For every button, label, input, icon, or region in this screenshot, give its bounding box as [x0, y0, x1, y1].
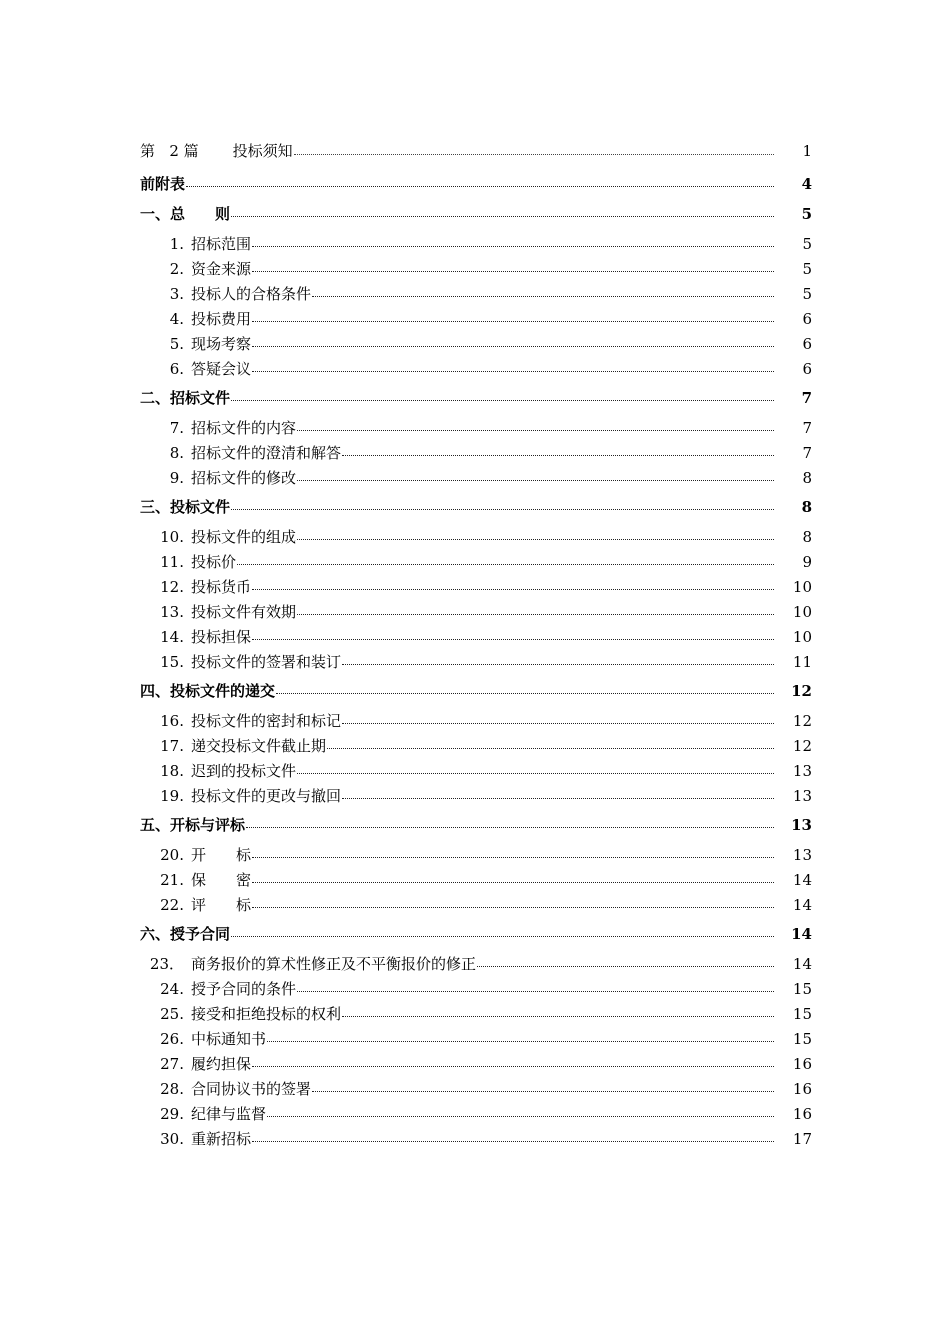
leader-dots: [231, 508, 774, 510]
toc-entry-label: 授予合同的条件: [191, 980, 297, 998]
toc-subsection-entry[interactable]: [140, 281, 812, 306]
toc-entry-number: 15.: [160, 652, 184, 671]
toc-subsection-entry[interactable]: [140, 465, 812, 490]
toc-page-number: 8: [801, 497, 812, 516]
toc-entry-label: 合同协议书的签署: [191, 1080, 312, 1098]
toc-entry-lead: [191, 467, 778, 488]
toc-entry-label: 履约担保: [191, 1055, 252, 1073]
toc-page-number: 15: [792, 979, 812, 998]
toc-page-number: 15: [792, 1029, 812, 1048]
toc-page-number: 9: [802, 552, 812, 571]
toc-section-entry[interactable]: [140, 171, 812, 196]
toc-page-number: 5: [802, 234, 812, 253]
leader-dots: [342, 1015, 774, 1017]
leader-dots: [276, 692, 774, 694]
toc-title-lead: [140, 140, 778, 161]
toc-entry-lead: [191, 1103, 778, 1124]
toc-subsection-entry[interactable]: [140, 331, 812, 356]
toc-page-number: 14: [792, 895, 812, 914]
toc-entry-label: 招标范围: [191, 235, 252, 253]
toc-page-number: 7: [802, 443, 812, 462]
toc-entry-label: 评 标: [191, 896, 252, 914]
toc-subsection-entry[interactable]: [140, 976, 812, 1001]
toc-entry-label: 保 密: [191, 871, 252, 889]
toc-entry-label: 纪律与监督: [191, 1105, 267, 1123]
toc-entry-lead: [191, 651, 778, 672]
toc-entry-label: 投标文件的签署和装订: [191, 653, 342, 671]
leader-dots: [252, 1065, 774, 1067]
toc-subsection-entry[interactable]: [140, 733, 812, 758]
leader-dots: [267, 1040, 774, 1042]
toc-entry-lead: [140, 680, 778, 701]
leader-dots: [252, 638, 774, 640]
toc-page-number: 8: [802, 468, 812, 487]
toc-entry-lead: [191, 442, 778, 463]
toc-subsection-entry[interactable]: [140, 256, 812, 281]
toc-entry-lead: [191, 1003, 778, 1024]
toc-entry-number: 16.: [160, 711, 184, 730]
toc-page-number: 13: [792, 761, 812, 780]
toc-title-prefix: 第: [140, 142, 156, 160]
leader-dots: [294, 153, 774, 155]
leader-dots: [252, 320, 774, 322]
toc-entry-number: 10.: [160, 527, 184, 546]
toc-page-number: 10: [792, 602, 812, 621]
toc-entry-number: 23．: [149, 955, 184, 973]
toc-subsection-entry[interactable]: [140, 524, 812, 549]
toc-entry-number: 19.: [160, 786, 184, 805]
toc-section-entry[interactable]: [140, 385, 812, 410]
toc-entry-number: 27.: [160, 1054, 184, 1073]
toc-entry-lead: [191, 233, 778, 254]
toc-entry-number: 1.: [169, 234, 184, 253]
toc-section-entry[interactable]: [140, 201, 812, 226]
toc-section-entry[interactable]: [140, 812, 812, 837]
toc-subsection-entry[interactable]: [140, 624, 812, 649]
toc-subsection-entry[interactable]: [140, 783, 812, 808]
table-of-contents: [140, 138, 812, 1151]
toc-entry-lead: [191, 894, 778, 915]
toc-entry-number: 12.: [160, 577, 184, 596]
toc-subsection-entry[interactable]: [140, 1026, 812, 1051]
toc-page-number: 14: [792, 870, 812, 889]
toc-entry-lead: [191, 710, 778, 731]
toc-subsection-entry[interactable]: [140, 1126, 812, 1151]
toc-entry-label: 迟到的投标文件: [191, 762, 297, 780]
leader-dots: [252, 588, 774, 590]
toc-entry-number: 24.: [160, 979, 184, 998]
leader-dots: [237, 563, 774, 565]
toc-subsection-entry[interactable]: [140, 951, 812, 976]
toc-page-number: 13: [791, 815, 812, 834]
toc-page-number: 4: [801, 174, 812, 193]
toc-entry-label: 投标文件的更改与撤回: [191, 787, 342, 805]
toc-page-number: 7: [801, 388, 812, 407]
toc-entry-label: 前附表: [140, 175, 186, 193]
toc-entry-lead: [191, 1078, 778, 1099]
toc-page-number: 14: [791, 924, 812, 943]
leader-dots: [327, 747, 774, 749]
toc-entry-label: 开 标: [191, 846, 252, 864]
toc-entry-lead: [191, 308, 778, 329]
toc-page-number: 10: [792, 627, 812, 646]
toc-entry-label: 招标文件的澄清和解答: [191, 444, 342, 462]
toc-page-number: 12: [792, 711, 812, 730]
toc-page-number: 5: [802, 284, 812, 303]
toc-page-number: 12: [792, 736, 812, 755]
toc-entry-number: 8.: [169, 443, 184, 462]
leader-dots: [252, 345, 774, 347]
leader-dots: [252, 1140, 774, 1142]
toc-entry-label: 资金来源: [191, 260, 252, 278]
toc-page-number: 17: [792, 1129, 812, 1148]
leader-dots: [252, 906, 774, 908]
toc-subsection-entry[interactable]: [140, 574, 812, 599]
toc-subsection-entry[interactable]: [140, 415, 812, 440]
toc-page-number: 5: [802, 259, 812, 278]
toc-page-number: 16: [792, 1104, 812, 1123]
toc-entry-number: 13.: [160, 602, 184, 621]
leader-dots: [342, 722, 774, 724]
toc-entry-lead: [191, 869, 778, 890]
leader-dots: [297, 479, 774, 481]
leader-dots: [342, 797, 774, 799]
leader-dots: [297, 429, 774, 431]
toc-section-entry[interactable]: [140, 921, 812, 946]
toc-title-unit: 篇: [183, 142, 199, 160]
toc-entry-label: 重新招标: [191, 1130, 252, 1148]
toc-subsection-entry[interactable]: [140, 758, 812, 783]
toc-title-number: 2: [169, 142, 179, 160]
toc-page-number: 8: [802, 527, 812, 546]
toc-entry-label: 三、投标文件: [140, 498, 231, 516]
toc-subsection-entry[interactable]: [140, 549, 812, 574]
toc-entry-number: 3.: [169, 284, 184, 303]
toc-entry-lead: [191, 1028, 778, 1049]
toc-entry-label: 投标价: [191, 553, 237, 571]
toc-entry-lead: [191, 576, 778, 597]
toc-entry-number: 4.: [169, 309, 184, 328]
leader-dots: [252, 856, 774, 858]
toc-title-label: 投标须知: [232, 142, 293, 160]
toc-entry-label: 投标文件的组成: [191, 528, 297, 546]
toc-entry-number: 29.: [160, 1104, 184, 1123]
leader-dots: [231, 215, 774, 217]
toc-subsection-entry[interactable]: [140, 440, 812, 465]
toc-page-number: 13: [792, 845, 812, 864]
toc-entry-number: 9.: [169, 468, 184, 487]
toc-entry-label: 二、招标文件: [140, 389, 231, 407]
toc-entry-label: 一、总 则: [140, 205, 231, 223]
toc-entry-lead: [191, 258, 778, 279]
toc-entry-number: 2.: [169, 259, 184, 278]
toc-entry-lead: [191, 526, 778, 547]
leader-dots: [297, 990, 774, 992]
toc-entry-number: 17.: [160, 736, 184, 755]
leader-dots: [297, 538, 774, 540]
toc-subsection-entry[interactable]: [140, 1001, 812, 1026]
toc-entry-lead: [191, 417, 778, 438]
toc-subsection-entry[interactable]: [140, 708, 812, 733]
toc-entry-label: 投标人的合格条件: [191, 285, 312, 303]
leader-dots: [297, 772, 774, 774]
leader-dots: [246, 826, 774, 828]
toc-page-number: 12: [791, 681, 812, 700]
leader-dots: [252, 245, 774, 247]
toc-entry-label: 六、授予合同: [140, 925, 231, 943]
toc-entry-lead: [191, 283, 778, 304]
leader-dots: [342, 663, 774, 665]
toc-entry-lead: [140, 923, 778, 944]
toc-entry-label: 投标文件有效期: [191, 603, 297, 621]
toc-entry-lead: [191, 785, 778, 806]
toc-entry-number: 25.: [160, 1004, 184, 1023]
toc-title-text: [140, 140, 293, 161]
toc-entry-label: 答疑会议: [191, 360, 252, 378]
toc-entry-number: 18.: [160, 761, 184, 780]
toc-entry-lead: [191, 1053, 778, 1074]
leader-dots: [267, 1115, 774, 1117]
toc-entry-lead: [191, 626, 778, 647]
toc-entry-lead: [191, 551, 778, 572]
toc-entry-lead: [191, 844, 778, 865]
toc-entry-lead: [140, 203, 778, 224]
toc-subsection-entry[interactable]: [140, 1101, 812, 1126]
toc-subsection-entry[interactable]: [140, 599, 812, 624]
toc-subsection-entry[interactable]: [140, 867, 812, 892]
toc-section-entry[interactable]: [140, 494, 812, 519]
toc-subsection-entry[interactable]: [140, 1051, 812, 1076]
toc-subsection-entry[interactable]: [140, 306, 812, 331]
toc-entry-lead: [191, 333, 778, 354]
toc-entry-number: 14.: [160, 627, 184, 646]
leader-dots: [342, 454, 774, 456]
toc-entry-number: 28.: [160, 1079, 184, 1098]
leader-dots: [231, 399, 774, 401]
toc-entry-lead: [191, 978, 778, 999]
toc-entry-label: 投标货币: [191, 578, 252, 596]
toc-entry-number: 30.: [160, 1129, 184, 1148]
leader-dots: [312, 295, 774, 297]
toc-page-number: 6: [802, 334, 812, 353]
toc-page-number: 7: [802, 418, 812, 437]
leader-dots: [297, 613, 774, 615]
toc-entry-lead: [191, 735, 778, 756]
toc-entry-number: 5.: [169, 334, 184, 353]
leader-dots: [312, 1090, 774, 1092]
toc-page-number: 15: [792, 1004, 812, 1023]
toc-entry-lead: [191, 953, 778, 974]
toc-subsection-entry[interactable]: [140, 649, 812, 674]
toc-page-number: 13: [792, 786, 812, 805]
toc-entry-label: 投标费用: [191, 310, 252, 328]
toc-entry-lead: [191, 601, 778, 622]
toc-entry-label: 招标文件的修改: [191, 469, 297, 487]
toc-entry-label: 五、开标与评标: [140, 816, 246, 834]
toc-entry-number: 22.: [160, 895, 184, 914]
toc-entry-lead: [191, 358, 778, 379]
leader-dots: [477, 965, 774, 967]
toc-entry-lead: [191, 760, 778, 781]
toc-page-number: 1: [802, 141, 812, 160]
toc-entry-lead: [140, 814, 778, 835]
toc-entry-label: 商务报价的算术性修正及不平衡报价的修正: [191, 955, 477, 973]
leader-dots: [252, 370, 774, 372]
toc-entries: [140, 171, 812, 1151]
toc-page-number: 16: [792, 1079, 812, 1098]
toc-page-number: 6: [802, 359, 812, 378]
toc-title-row[interactable]: [140, 138, 812, 163]
toc-page-number: 14: [792, 954, 812, 973]
toc-subsection-entry[interactable]: [140, 231, 812, 256]
toc-page-number: 6: [802, 309, 812, 328]
leader-dots: [231, 935, 774, 937]
toc-entry-number: 21.: [160, 870, 184, 889]
toc-entry-lead: [140, 496, 778, 517]
toc-subsection-entry[interactable]: [140, 842, 812, 867]
toc-entry-number: 7.: [169, 418, 184, 437]
toc-entry-lead: [140, 387, 778, 408]
toc-entry-label: 投标文件的密封和标记: [191, 712, 342, 730]
toc-entry-number: 6.: [169, 359, 184, 378]
toc-entry-lead: [191, 1128, 778, 1149]
toc-entry-label: 递交投标文件截止期: [191, 737, 327, 755]
toc-page-number: 5: [801, 204, 812, 223]
toc-entry-label: 接受和拒绝投标的权利: [191, 1005, 342, 1023]
toc-entry-label: 投标担保: [191, 628, 252, 646]
toc-subsection-entry[interactable]: [140, 356, 812, 381]
toc-section-entry[interactable]: [140, 678, 812, 703]
toc-entry-label: 现场考察: [191, 335, 252, 353]
toc-subsection-entry[interactable]: [140, 892, 812, 917]
toc-subsection-entry[interactable]: [140, 1076, 812, 1101]
toc-page-number: 11: [792, 652, 812, 671]
toc-page-number: 16: [792, 1054, 812, 1073]
toc-entry-lead: [140, 173, 778, 194]
leader-dots: [186, 185, 774, 187]
toc-page-number: 10: [792, 577, 812, 596]
toc-entry-label: 四、投标文件的递交: [140, 682, 276, 700]
toc-entry-label: 招标文件的内容: [191, 419, 297, 437]
toc-entry-number: 11.: [160, 552, 184, 571]
toc-entry-number: 26.: [160, 1029, 184, 1048]
leader-dots: [252, 270, 774, 272]
toc-entry-label: 中标通知书: [191, 1030, 267, 1048]
leader-dots: [252, 881, 774, 883]
toc-entry-number: 20.: [160, 845, 184, 864]
